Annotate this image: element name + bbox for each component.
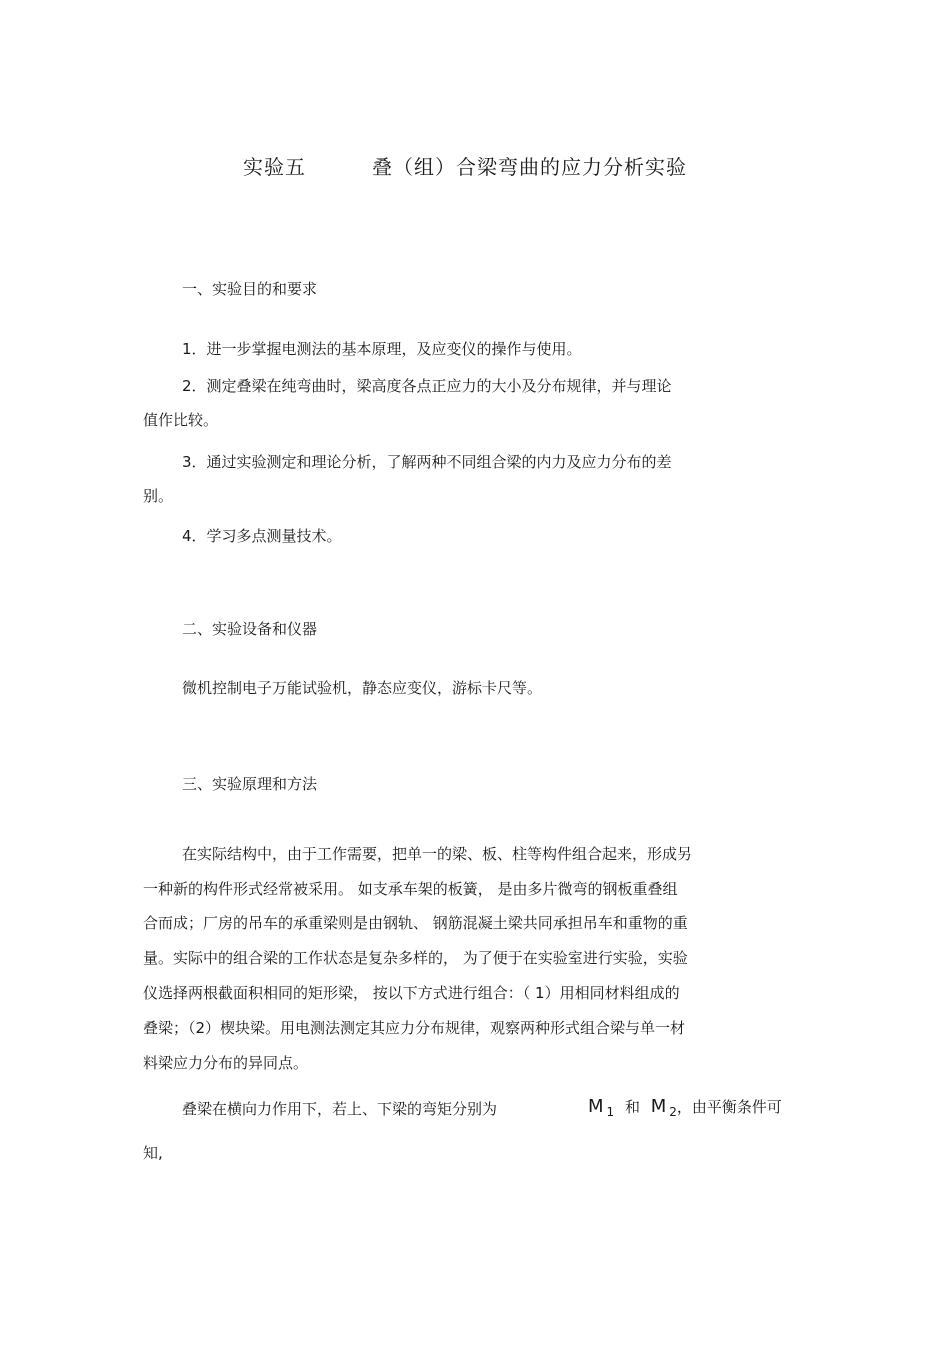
section-heading-1: 一、实验目的和要求 (182, 280, 318, 298)
paragraph-line: 2．测定叠梁在纯弯曲时，梁高度各点正应力的大小及分布规律，并与理论 (182, 377, 672, 395)
paragraph-line: 别。 (143, 487, 174, 505)
paragraph-line: 一种新的构件形式经常被采用。 如支承车架的板簧， 是由多片微弯的钢板重叠组 (143, 880, 678, 898)
moment-subscript: 2 (669, 1105, 677, 1119)
conjunction-text: 和 (624, 1098, 640, 1116)
page-title: 叠（组）合梁弯曲的应力分析实验 (372, 155, 687, 179)
moment-expression (588, 1097, 782, 1118)
paragraph-line: 知, (143, 1144, 163, 1162)
moment-symbol: M (650, 1096, 667, 1117)
paragraph-line: 1．进一步掌握电测法的基本原理，及应变仪的操作与使用。 (182, 340, 582, 358)
paragraph-line: 4．学习多点测量技术。 (182, 527, 342, 545)
moment-symbol: M (588, 1096, 604, 1117)
paragraph-line: 量。实际中的组合梁的工作状态是复杂多样的， 为了便于在实验室进行实验，实验 (143, 949, 688, 967)
section-heading-2: 二、实验设备和仪器 (182, 620, 318, 638)
title-number: 实验五 (243, 155, 306, 179)
moment-tail-text: ，由平衡条件可 (676, 1098, 782, 1116)
paragraph-line: 值作比较。 (143, 411, 219, 429)
paragraph-line: 叠梁在横向力作用下，若上、下梁的弯矩分别为 (182, 1100, 498, 1118)
paragraph-line: 料梁应力分布的异同点。 (143, 1054, 309, 1072)
moment-subscript: 1 (606, 1105, 615, 1119)
paragraph-line: 微机控制电子万能试验机，静态应变仪，游标卡尺等。 (182, 679, 543, 697)
paragraph-line: 仪选择两根截面积相同的矩形梁， 按以下方式进行组合：（ 1）用相同材料组成的 (143, 984, 680, 1002)
paragraph-line: 合而成；厂房的吊车的承重梁则是由钢轨、 钢筋混凝土梁共同承担吊车和重物的重 (143, 914, 688, 932)
section-heading-3: 三、实验原理和方法 (182, 775, 318, 793)
paragraph-line: 在实际结构中，由于工作需要，把单一的梁、板、柱等构件组合起来，形成另 (182, 845, 693, 863)
paragraph-line: 叠梁；（2）楔块梁。用电测法测定其应力分布规律，观察两种形式组合梁与单一材 (143, 1019, 686, 1037)
paragraph-line: 3．通过实验测定和理论分析，了解两种不同组合梁的内力及应力分布的差 (182, 453, 672, 471)
